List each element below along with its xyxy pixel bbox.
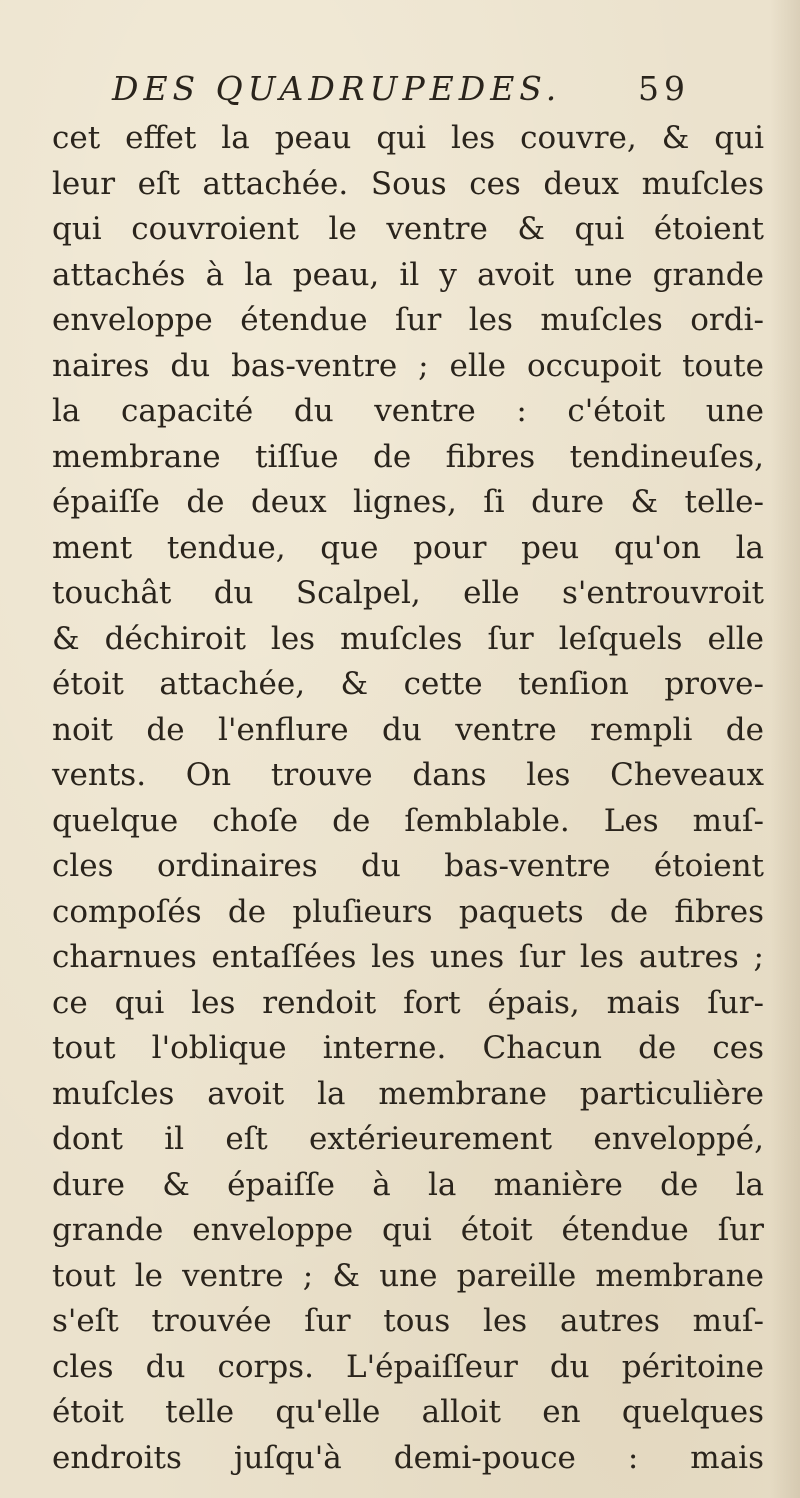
page-number: 59: [638, 69, 690, 108]
text-line: noit de l'enflure du ventre rempli de: [52, 711, 764, 748]
text-line: ce qui les rendoit fort épais, mais ſur-: [52, 984, 764, 1021]
text-line: naires du bas-ventre ; elle occupoit toute: [52, 347, 764, 384]
text-line: membrane tiſſue de fibres tendineuſes,: [52, 438, 764, 475]
text-line: vents. On trouve dans les Cheveaux: [52, 757, 764, 793]
text-line: compoſés de pluſieurs paquets de fibres: [52, 893, 764, 930]
text-line: ment tendue, que pour peu qu'on la: [52, 529, 764, 566]
text-line: dont il eſt extérieurement enveloppé,: [52, 1121, 764, 1157]
text-line: cles ordinaires du bas-ventre étoient: [52, 848, 764, 884]
text-line: cet effet la peau qui les couvre, & qui: [52, 120, 764, 156]
text-line: charnues entaſſées les unes ſur les autres ;: [52, 939, 764, 975]
text-line: qui couvroient le ventre & qui étoient: [52, 211, 764, 247]
text-line: tout le ventre ; & une pareille membrane: [52, 1257, 764, 1294]
text-line: étoit telle qu'elle alloit en quelques: [52, 1394, 764, 1430]
text-line: attachés à la peau, il y avoit une grande: [52, 256, 764, 293]
text-line: endroits juſqu'à demi-pouce : mais: [52, 1439, 764, 1476]
text-line: quelque choſe de ſemblable. Les muſ-: [52, 802, 764, 839]
text-line: leur eſt attachée. Sous ces deux muſcles: [52, 165, 764, 202]
text-line: la capacité du ventre : c'étoit une: [52, 393, 764, 429]
text-line: grande enveloppe qui étoit étendue ſur: [52, 1212, 764, 1248]
text-line: tout l'oblique interne. Chacun de ces: [52, 1030, 764, 1066]
running-head: [112, 64, 702, 114]
text-line: cles du corps. L'épaiſſeur du péritoine: [52, 1348, 764, 1385]
text-line: étoit attachée, & cette tenſion prove-: [52, 666, 764, 702]
text-line: épaiſſe de deux lignes, ſi dure & telle-: [52, 484, 764, 520]
text-line: dure & épaiſſe à la manière de la: [52, 1166, 764, 1203]
body-text: [52, 116, 764, 1481]
text-line: touchât du Scalpel, elle s'entrouvroit: [52, 575, 764, 611]
text-line: enveloppe étendue ſur les muſcles ordi-: [52, 302, 764, 338]
text-line: & déchiroit les muſcles ſur leſquels elle: [52, 620, 764, 657]
text-line: s'eſt trouvée ſur tous les autres muſ-: [52, 1303, 764, 1339]
running-head-title: DES QUADRUPEDES.: [112, 69, 562, 108]
text-line: muſcles avoit la membrane particulière: [52, 1075, 764, 1112]
page-edge-shadow: [770, 0, 800, 1498]
